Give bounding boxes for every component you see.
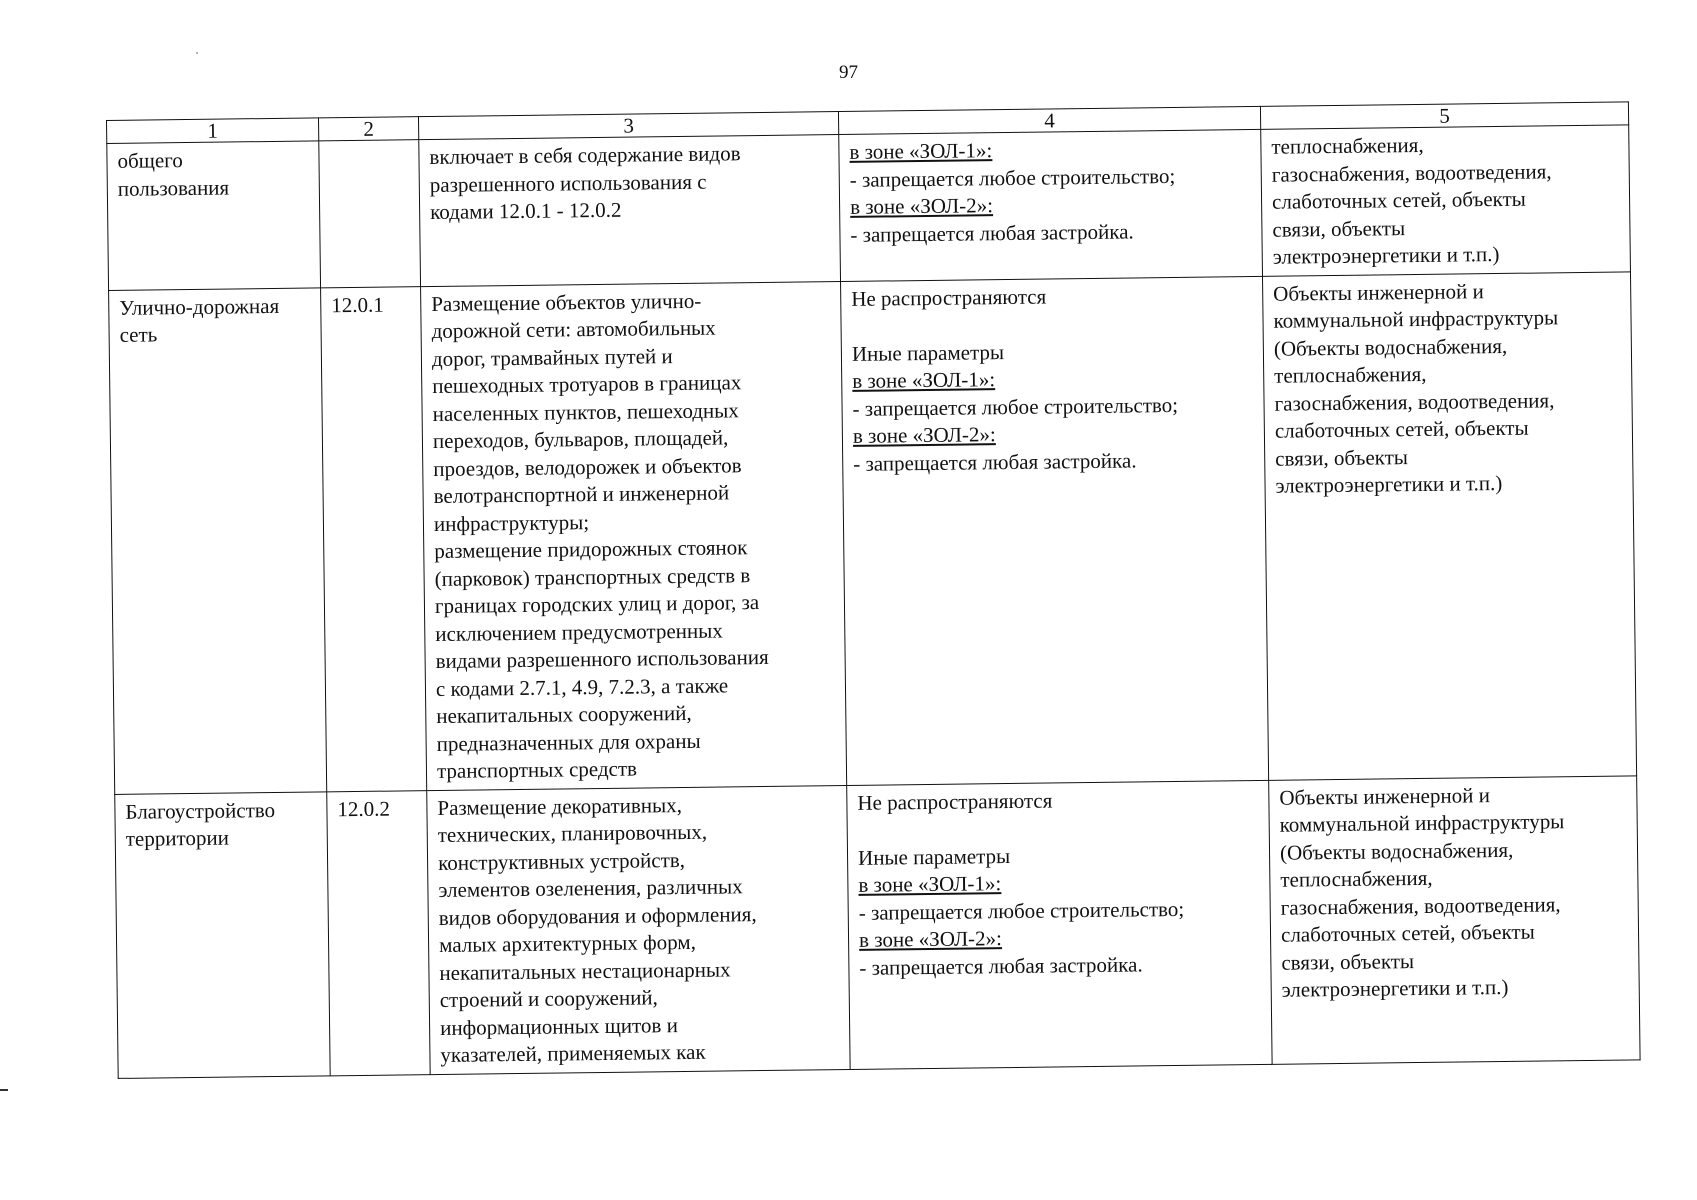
use-description: Размещение декоративных, технических, планировочных, конструктивных устройств, элементов озеленения, различных видов оборудования и оформления, малых архитектурных форм, некапитальных нестационарных строений и сооружений, информационных щитов и указателей, применяемых как (437, 792, 757, 1067)
use-code: 12.0.2 (337, 796, 391, 821)
objects-cell (1262, 271, 1636, 779)
use-name-cell (109, 287, 327, 794)
use-name: общего пользования (117, 148, 230, 201)
not-applicable-text: Не распространяются (851, 284, 1047, 311)
column-header-4: 4 (838, 106, 1260, 134)
zone-zol2-restriction: - запрещается любая застройка. (859, 951, 1143, 980)
margin-mark (0, 1089, 8, 1091)
column-header-5: 5 (1260, 102, 1628, 129)
use-code-cell (319, 140, 421, 288)
zone-zol2-restriction: - запрещается любая застройка. (850, 218, 1134, 247)
use-description-cell (421, 281, 847, 790)
objects-cell (1269, 775, 1640, 1063)
page-number: 97 (839, 62, 858, 83)
use-code (329, 144, 410, 145)
objects-cell (1261, 125, 1631, 276)
zone-zol2-label: в зоне «ЗОЛ-2»: (858, 926, 1003, 952)
use-description-cell (419, 135, 841, 287)
use-name-cell (115, 791, 330, 1078)
zone-zol1-restriction: - запрещается любое строительство; (858, 896, 1185, 925)
use-code-cell (327, 790, 430, 1075)
table-row (107, 125, 1631, 290)
zone-zol1-label: в зоне «ЗОЛ-1»: (858, 871, 1002, 897)
parameters-cell (839, 129, 1263, 281)
use-code-cell (321, 286, 427, 791)
zone-zol1-restriction: - запрещается любое строительство; (849, 163, 1176, 192)
use-name: Благоустройство территории (125, 797, 276, 851)
use-name-cell (107, 141, 321, 290)
use-code: 12.0.1 (331, 292, 384, 317)
column-header-2: 2 (318, 117, 418, 141)
zone-zol1-label: в зоне «ЗОЛ-1»: (852, 367, 996, 393)
table-row (115, 775, 1640, 1078)
table-row (109, 271, 1637, 794)
parameters-cell (841, 276, 1269, 785)
scan-speck (196, 52, 198, 54)
zone-zol1-restriction: - запрещается любое строительство; (852, 392, 1179, 421)
land-use-table (106, 101, 1641, 1078)
zone-zol2-restriction: - запрещается любая застройка. (853, 447, 1137, 476)
other-parameters-heading: Иные параметры (857, 843, 1011, 870)
use-name: Улично-дорожная сеть (119, 293, 280, 347)
other-parameters-heading: Иные параметры (851, 339, 1005, 366)
parameters-cell (847, 780, 1272, 1069)
zone-zol2-label: в зоне «ЗОЛ-2»: (849, 193, 994, 219)
column-header-3: 3 (418, 112, 838, 140)
zone-zol1-label: в зоне «ЗОЛ-1»: (849, 138, 993, 164)
objects-text: Объекты инженерной и коммунальной инфраструктуры (Объекты водоснабжения, теплоснабжения, газоснабжения, водоотведения, слаботочных сетей, объекты связи, объекты электроэнергетики и т.п.) (1273, 278, 1559, 498)
use-description-cell (427, 785, 850, 1074)
use-description: включает в себя содержание видов разрешенного использования с кодами 12.0.1 - 12.0.2 (429, 141, 741, 225)
column-header-1: 1 (107, 118, 319, 144)
objects-text: Объекты инженерной и коммунальной инфраструктуры (Объекты водоснабжения, теплоснабжения, газоснабжения, водоотведения, слаботочных сетей, объекты связи, объекты электроэнергетики и т.п.) (1279, 782, 1565, 1002)
objects-text: теплоснабжения, газоснабжения, водоотведения, слаботочных сетей, объекты связи, объекты электроэнергетики и т.п.) (1271, 132, 1552, 269)
use-description: Размещение объектов улично- дорожной сети: автомобильных дорог, трамвайных путей и пешеходных тротуаров в границах населенных пунктов, пешеходных переходов, бульваров, площадей, проездов, велодорожек и объектов велотранспортной и инженерной инфраструктуры; размещение придорожных стоянок (парковок) транспортных средств в границах городских улиц и дорог, за исключением предусмотренных видами разрешенного использования с кодами 2.7.1, 4.9, 7.2.3, а также некапитальных сооружений, предназначенных для охраны транспортных средств (431, 288, 769, 784)
document-sheet (106, 101, 1640, 1078)
not-applicable-text: Не распространяются (857, 787, 1053, 815)
zone-zol2-label: в зоне «ЗОЛ-2»: (852, 422, 996, 448)
